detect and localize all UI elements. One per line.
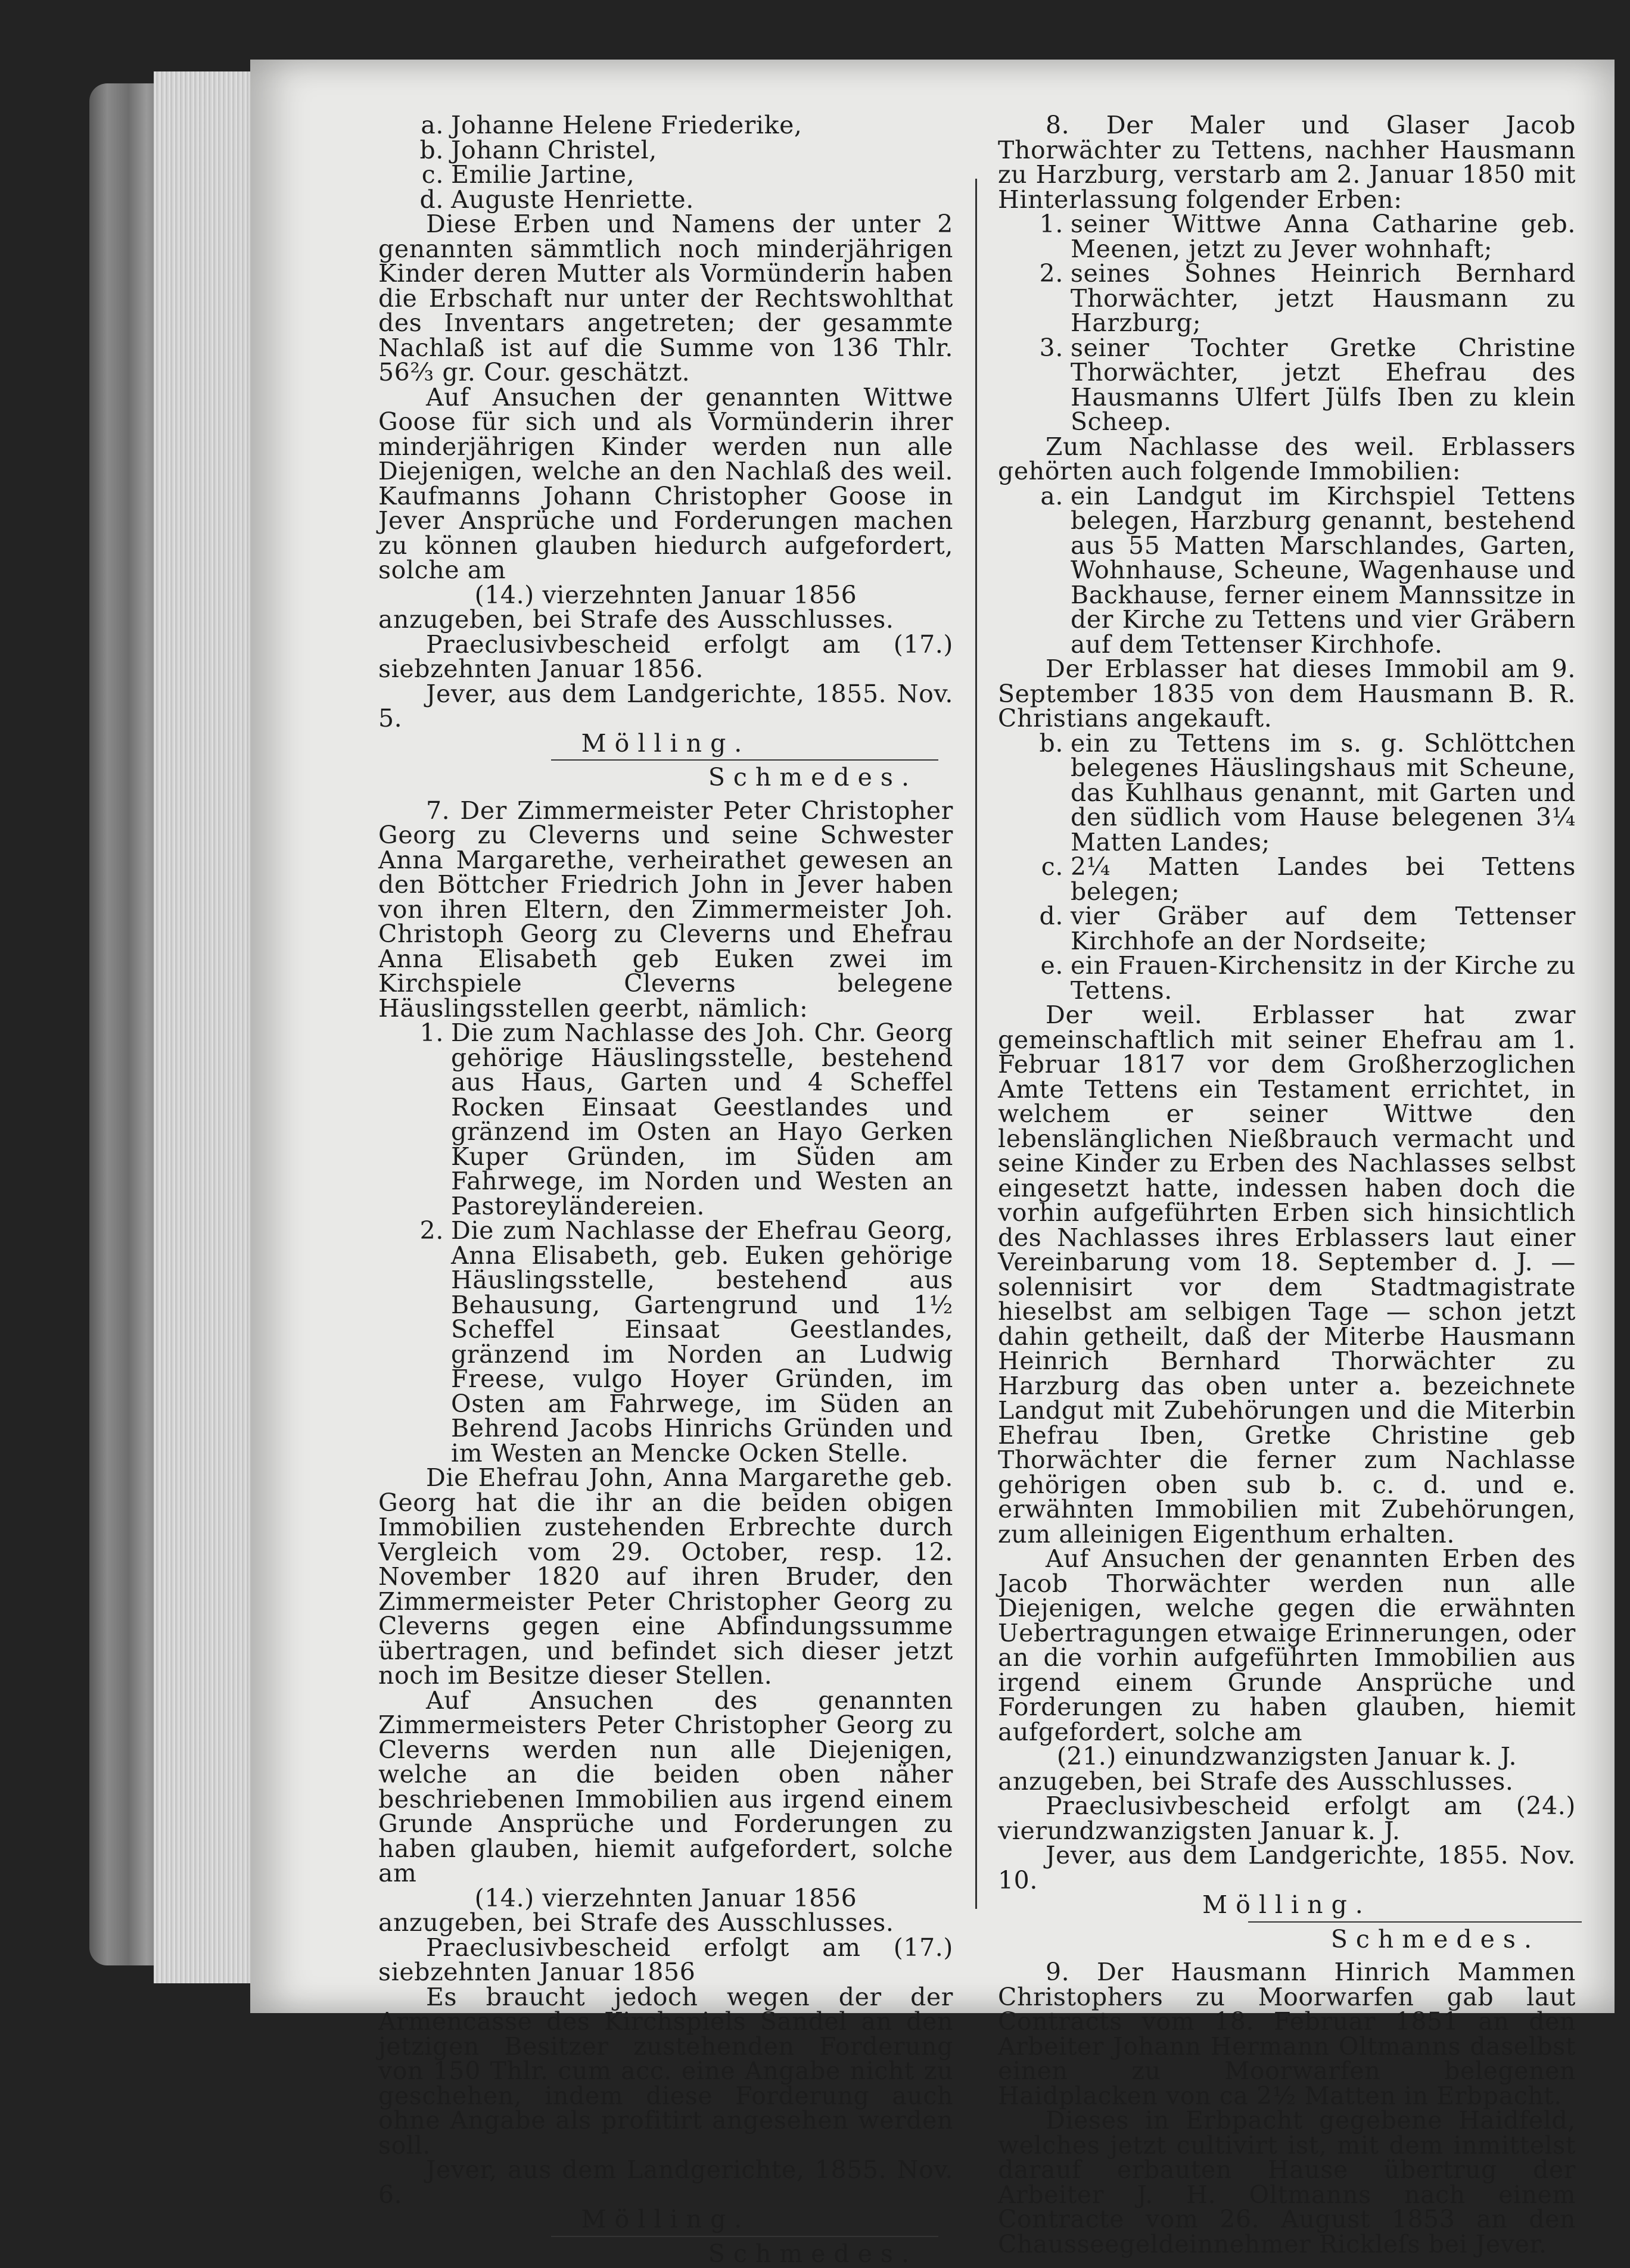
list-item: c. 2¼ Matten Landes bei Tettens belegen; <box>1041 852 1576 906</box>
list-item: 2. Die zum Nachlasse der Ehefrau Georg, Anna Elisabeth, geb. Euken gehörige Häuslingsstelle, bestehend aus Behausung, Gartengrund und 1½ Scheffel Einsaat Geestlandes, gränzend im Norden an Ludwig Freese, vulgo Hoyer Gründen, im Osten am Fahrwege, im Süden an Behrend Jacobs Hinrichs Gründen und im Westen an Mencke Ocken Stelle. <box>419 1216 953 1468</box>
paragraph: Die Ehefrau John, Anna Margarethe geb. Georg hat die ihr an die beiden obigen Immobilien zustehenden Erbrechte durch Vergleich vom 29. October, resp. 12. November 1820 auf ihren Bruder, den Zimmermeister Peter Christopher Georg zu Cleverns gegen eine Abfindungssumme übertragen, und befindet sich dieser jetzt noch im Besitze dieser Stellen. <box>378 1463 953 1690</box>
paragraph: Auf Ansuchen der genannten Erben des Jacob Thorwächter werden nun alle Diejenigen, welche gegen die erwähnten Uebertragungen etwaige Erinnerungen, oder an die vorhin aufgeführten Immobilien aus irgend einem Grunde Ansprüche und Forderungen zu haben glauben, hiemit aufgefordert, solche am <box>998 1544 1576 1746</box>
list-item: b. Johann Christel, <box>419 135 657 164</box>
list-item: a. ein Landgut im Kirchspiel Tettens belegen, Harzburg genannt, bestehend aus 55 Matten Marschlandes, Garten, Wohnhause, Scheune, Wagenhause und Backhause, ferner einem Mannssitze in der Kirche zu Tettens und vier Gräbern auf dem Tettenser Kirchhofe. <box>1040 481 1576 659</box>
paragraph: Praeclusivbescheid erfolgt am (17.) siebzehnten Januar 1856. <box>378 630 953 683</box>
property-list <box>998 728 1576 1005</box>
paragraph: 7. Der Zimmermeister Peter Christopher Georg zu Cleverns und seine Schwester Anna Margarethe, verheirathet gewesen an den Böttcher Friedrich John in Jever haben von ihren Eltern, den Zimmermeister Joh. Christoph Georg zu Cleverns und Ehefrau Anna Elisabeth geb Euken zwei im Kirchspiele Cleverns belegene Häuslingsstellen geerbt, nämlich: <box>378 796 953 1023</box>
signature: Mölling. <box>581 728 751 758</box>
list-item: a. Johanne Helene Friederike, <box>421 111 802 139</box>
estate-list <box>378 1018 953 1468</box>
list-item: c. Emilie Jartine, <box>421 160 635 189</box>
divider <box>551 2236 938 2237</box>
paragraph: Der weil. Erblasser hat zwar gemeinschaftlich mit seiner Ehefrau am 1. Februar 1817 vor dem Großherzoglichen Amte Tettens ein Testament errichtet, in welchem er seiner Wittwe den lebenslänglichen Nießbrauch vermacht und seine Kinder zu Erben des Nachlasses selbst eingesetzt hatte, indessen haben doch die vorhin aufgeführten Erben sich hinsichtlich des Nachlasses ihres Erblassers laut einer Vereinbarung vom 18. September d. J. — solennisirt vor dem Stadtmagistrate hieselbst am selbigen Tage — schon jetzt dahin getheilt, daß der Miterbe Hausmann Heinrich Bernhard Thorwächter zu Harzburg das oben unter a. bezeichnete Landgut mit Zubehörungen und die Miterbin Ehefrau Iben, Gretke Christine geb Thorwächter die ferner zum Nachlasse gehörigen oben sub b. c. d. und e. erwähnten Immobilien mit Zubehörungen, zum alleinigen Eigenthum erhalten. <box>998 1001 1576 1549</box>
paragraph: Dieses in Erbpacht gegebene Haidfeld, welches jetzt cultivirt ist, mit dem inmittelst darauf erbauten Hause übertrug der Arbeiter J. H. Oltmanns nach einem Contracte vom 26. August 1853 an den Chausseegeldeinnehmer Rickleſs bei Jever. <box>998 2106 1576 2258</box>
paragraph: 9. Der Hausmann Hinrich Mammen Christophers zu Moorwarfen gab laut Contracts vom 18. Februar 1851 an den Arbeiter Johann Hermann Oltmanns daselbst einen zu Moorwarfen belegenen Haidplacken von ca 2½ Matten in Erbpacht. <box>998 1958 1576 2110</box>
paragraph: anzugeben, bei Strafe des Ausschlusses. <box>378 605 894 634</box>
paragraph: Auf Ansuchen des genannten Zimmermeisters Peter Christopher Georg zu Cleverns werden nun alle Diejenigen, welche an die beiden oben näher beschriebenen Immobilien aus irgend einem Grunde Ansprüche und Forderungen zu haben glauben, hiemit aufgefordert, solche am <box>378 1686 953 1887</box>
signature: Schmedes. <box>708 2239 917 2268</box>
book-spine <box>89 83 161 1965</box>
signature: Schmedes. <box>708 763 917 792</box>
page-edges <box>154 71 261 1983</box>
paragraph: anzugeben, bei Strafe des Ausschlusses. <box>378 1908 894 1937</box>
list-item: 3. seiner Tochter Gretke Christine Thorwächter, jetzt Ehefrau des Hausmanns Ulfert Jülfs Iben zu klein Scheep. <box>1039 333 1576 436</box>
list-item: d. Auguste Henriette. <box>419 185 694 214</box>
deadline-date: (21.) einundzwanzigsten Januar k. J. <box>1056 1742 1517 1771</box>
place-date: Jever, aus dem Landgerichte, 1855. Nov. 5. <box>378 679 953 733</box>
heirs-list <box>378 113 953 212</box>
signature: Schmedes. <box>1330 1924 1540 1954</box>
list-item: 1. Die zum Nachlasse des Joh. Chr. Georg gehörige Häuslingsstelle, bestehend aus Haus, Garten und 4 Scheffel Rocken Einsaat Geestlandes und gränzend im Osten an Hayo Gerken Kuper Gründen, im Süden am Fahrwege, im Norden und Westen an Pastoreyländereien. <box>419 1018 953 1220</box>
list-item: e. ein Frauen-Kirchensitz in der Kirche zu Tettens. <box>1040 951 1576 1005</box>
paragraph: Praeclusivbescheid erfolgt am (24.) vierundzwanzigsten Januar k. J. <box>998 1792 1576 1845</box>
list-item: 1. seiner Wittwe Anna Catharine geb. Meenen, jetzt zu Jever wohnhaft; <box>1039 210 1576 263</box>
paragraph: Der Erblasser hat dieses Immobil am 9. September 1835 von dem Hausmann B. R. Christians angekauft. <box>998 655 1576 733</box>
signature: Mölling. <box>1202 1890 1371 1919</box>
signature: Mölling. <box>581 2205 751 2233</box>
place-date: Jever, aus dem Landgerichte, 1855. Nov. 10. <box>998 1841 1576 1895</box>
paragraph: Zum Nachlasse des weil. Erblassers gehörten auch folgende Immobilien: <box>998 432 1576 485</box>
paragraph: Diese Erben und Namens der unter 2 genannten sämmtlich noch minderjährigen Kinder deren Mutter als Vormünderin haben die Erbschaft nur unter der Rechtswohlthat des Inventars angetreten; der gesammte Nachlaß ist auf die Summe von 136 Thlr. 56⅔ gr. Cour. geschätzt. <box>378 210 953 387</box>
divider <box>1248 1921 1582 1923</box>
heirs-list <box>998 212 1576 435</box>
paragraph: Praeclusivbescheid erfolgt am (17.) siebzehnten Januar 1856 <box>378 1933 953 1986</box>
right-column <box>998 113 1576 2257</box>
left-column <box>378 113 953 2266</box>
column-divider <box>975 179 977 1909</box>
paragraph: Auf Ansuchen der genannten Wittwe Goose für sich und als Vormünderin ihrer minderjährigen Kinder werden nun alle Diejenigen, welche an den Nachlaß des weil. Kaufmanns Johann Christopher Goose in Jever Ansprüche und Forderungen machen zu können glauben hiedurch aufgefordert, solche am <box>378 382 953 584</box>
deadline-date: (14.) vierzehnten Januar 1856 <box>474 1883 857 1912</box>
deadline-date: (14.) vierzehnten Januar 1856 <box>474 580 857 609</box>
place-date: Jever, aus dem Landgerichte, 1855. Nov. 6. <box>378 2155 953 2209</box>
paragraph: 8. Der Maler und Glaser Jacob Thorwächter zu Tettens, nachher Hausmann zu Harzburg, verstarb am 2. Januar 1850 mit Hinterlassung folgender Erben: <box>998 111 1576 214</box>
property-list <box>998 481 1576 659</box>
list-item: d. vier Gräber auf dem Tettenser Kirchhofe an der Nordseite; <box>1039 902 1576 955</box>
list-item: 2. seines Sohnes Heinrich Bernhard Thorwächter, jetzt Hausmann zu Harzburg; <box>1039 259 1576 337</box>
list-item: b. ein zu Tettens im s. g. Schlöttchen belegenes Häuslingshaus mit Scheune, das Kuhlhaus genannt, mit Garten und den südlich vom Hause belegenen 3¼ Matten Landes; <box>1039 728 1576 856</box>
divider <box>551 759 938 761</box>
paragraph: Es braucht jedoch wegen der der Armencasse des Kirchspiels Sandel an den jetzigen Besitzer zustehenden Forderung von 150 Thlr. cum acc. eine Angabe nicht zu geschehen, indem diese Forderung auch ohne Angabe als profitirt angesehen werden soll. <box>378 1982 953 2160</box>
paragraph: anzugeben, bei Strafe des Ausschlusses. <box>998 1767 1514 1796</box>
